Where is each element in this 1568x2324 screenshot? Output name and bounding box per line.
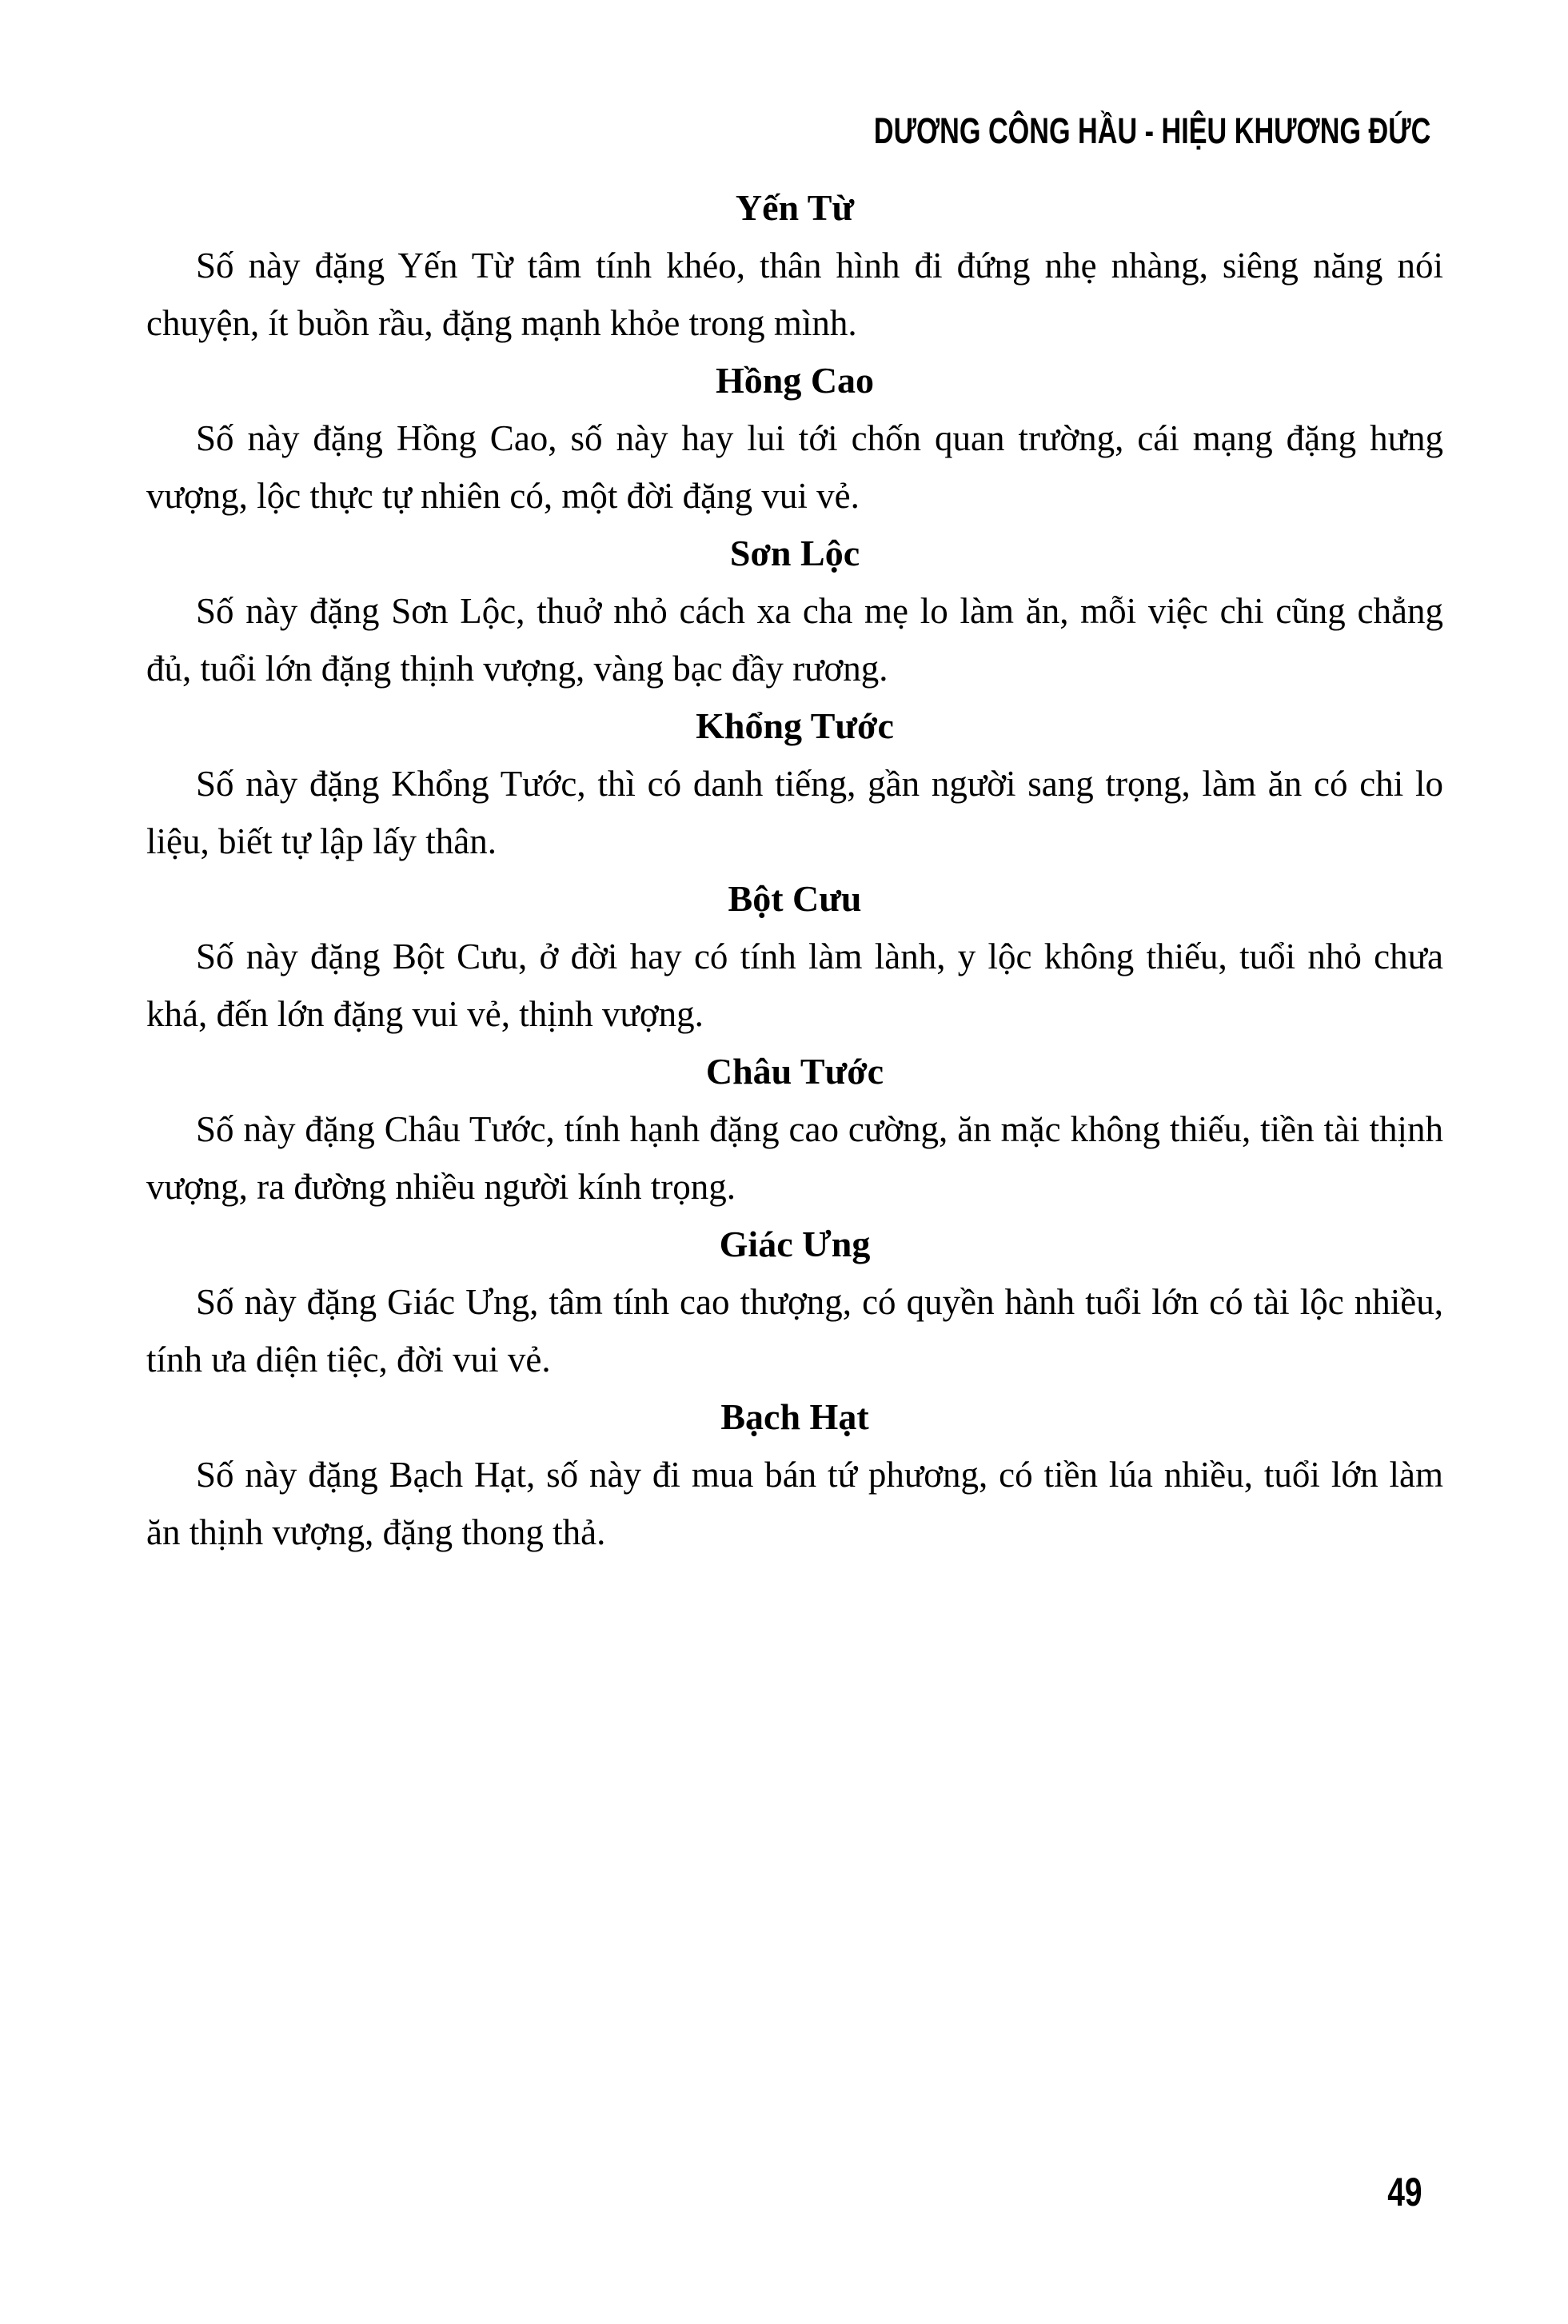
- page-content: [146, 179, 1443, 1561]
- section-heading-son-loc: Sơn Lộc: [729, 533, 860, 573]
- section-heading-hong-cao: Hồng Cao: [715, 360, 875, 401]
- section-heading-chau-tuoc: Châu Tước: [705, 1051, 884, 1092]
- section-paragraph-bot-cuu: Số này đặng Bột Cưu, ở đời hay có tính làm lành, y lộc không thiếu, tuổi nhỏ chưa khá, đến lớn đặng vui vẻ, thịnh vượng.: [146, 936, 1443, 1034]
- section-heading-bach-hat: Bạch Hạt: [720, 1396, 869, 1437]
- page-number: 49: [1387, 2170, 1422, 2214]
- section-paragraph-yen-tu: Số này đặng Yến Từ tâm tính khéo, thân hình đi đứng nhẹ nhàng, siêng năng nói chuyện, ít buồn rầu, đặng mạnh khỏe trong mình.: [146, 246, 1443, 343]
- section-heading-bot-cuu: Bột Cưu: [728, 878, 862, 919]
- section-heading-giac-ung: Giác Ưng: [719, 1224, 871, 1264]
- section-paragraph-giac-ung: Số này đặng Giác Ưng, tâm tính cao thượng, có quyền hành tuổi lớn có tài lộc nhiều, tính ưa diện tiệc, đời vui vẻ.: [146, 1282, 1443, 1380]
- running-header: DƯƠNG CÔNG HẦU - HIỆU KHƯƠNG ĐỨC: [873, 110, 1430, 151]
- section-heading-yen-tu: Yến Từ: [735, 187, 855, 228]
- section-paragraph-chau-tuoc: Số này đặng Châu Tước, tính hạnh đặng cao cường, ăn mặc không thiếu, tiền tài thịnh vượng, ra đường nhiều người kính trọng.: [146, 1109, 1443, 1207]
- section-paragraph-bach-hat: Số này đặng Bạch Hạt, số này đi mua bán tứ phương, có tiền lúa nhiều, tuổi lớn làm ăn thịnh vượng, đặng thong thả.: [146, 1455, 1443, 1552]
- section-paragraph-khong-tuoc: Số này đặng Khổng Tước, thì có danh tiếng, gần người sang trọng, làm ăn có chi lo liệu, biết tự lập lấy thân.: [146, 764, 1443, 861]
- section-paragraph-son-loc: Số này đặng Sơn Lộc, thuở nhỏ cách xa cha mẹ lo làm ăn, mỗi việc chi cũng chẳng đủ, tuổi lớn đặng thịnh vượng, vàng bạc đầy rương.: [146, 591, 1443, 689]
- section-paragraph-hong-cao: Số này đặng Hồng Cao, số này hay lui tới chốn quan trường, cái mạng đặng hưng vượng, lộc thực tự nhiên có, một đời đặng vui vẻ.: [146, 418, 1443, 516]
- section-heading-khong-tuoc: Khổng Tước: [696, 705, 894, 746]
